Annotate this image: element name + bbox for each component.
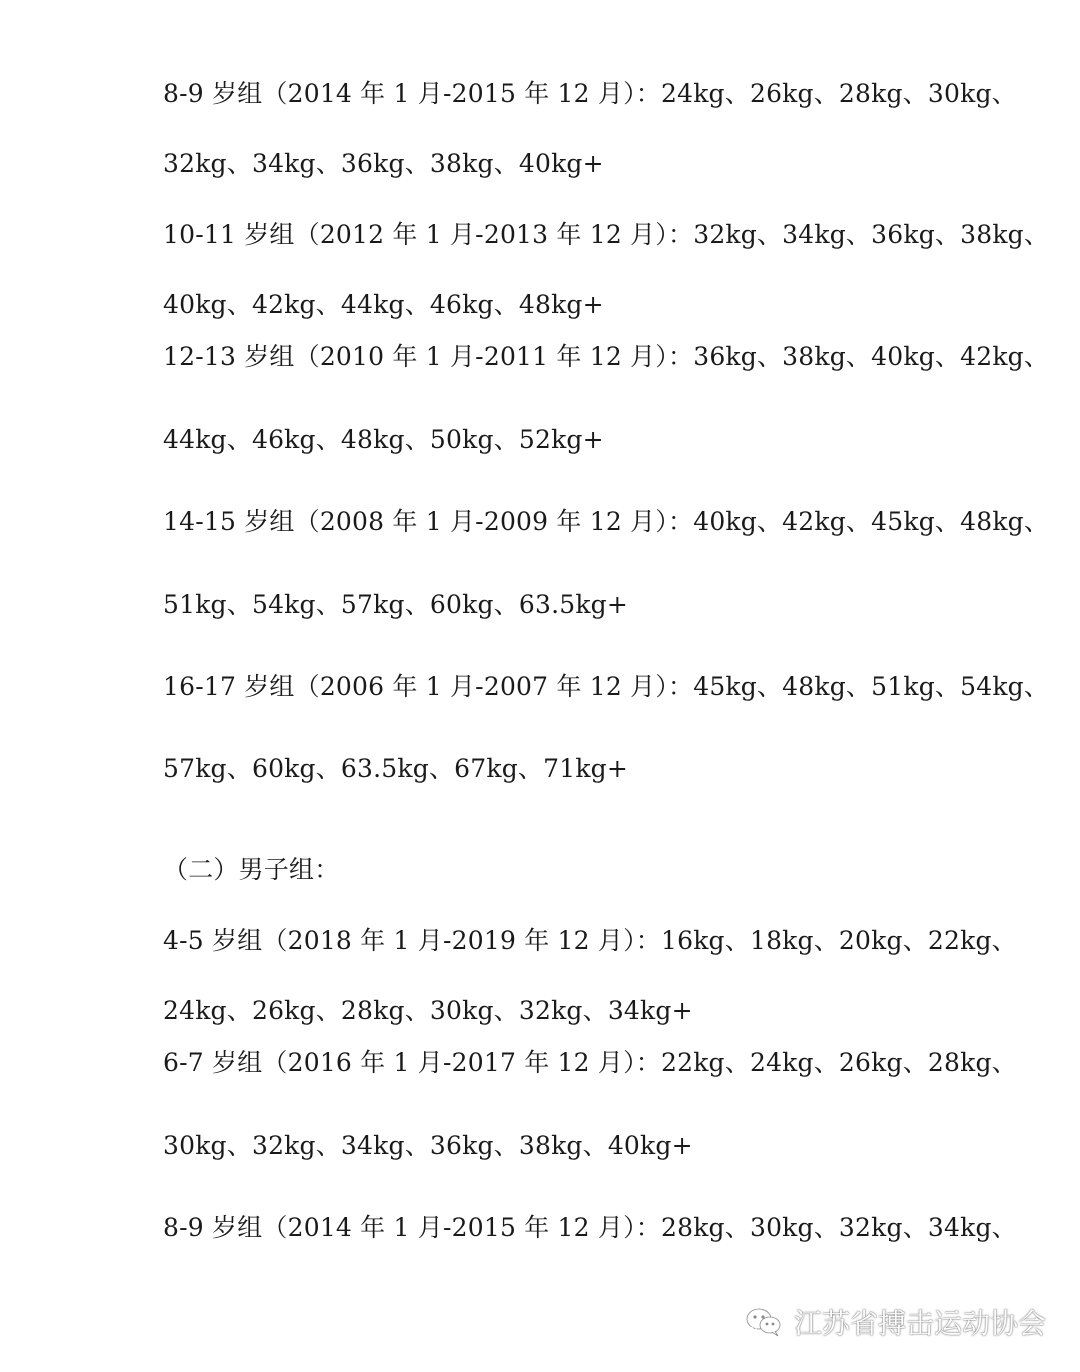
text-line: 14-15 岁组（2008 年 1 月-2009 年 12 月）：40kg、42kg、45kg、48kg、: [163, 507, 1050, 536]
text-line: 16-17 岁组（2006 年 1 月-2007 年 12 月）：45kg、48kg、51kg、54kg、: [163, 672, 1050, 701]
watermark-text: 江苏省搏击运动协会: [793, 1307, 1046, 1340]
watermark: [744, 1302, 1046, 1342]
text-line: 8-9 岁组（2014 年 1 月-2015 年 12 月）：28kg、30kg、32kg、34kg、: [163, 1213, 1017, 1242]
text-line: 6-7 岁组（2016 年 1 月-2017 年 12 月）：22kg、24kg、26kg、28kg、: [163, 1048, 1017, 1077]
text-line: 32kg、34kg、36kg、38kg、40kg+: [163, 149, 604, 178]
text-line: 51kg、54kg、57kg、60kg、63.5kg+: [163, 590, 629, 619]
text-line: 44kg、46kg、48kg、50kg、52kg+: [163, 425, 604, 454]
text-line: 12-13 岁组（2010 年 1 月-2011 年 12 月）：36kg、38kg、40kg、42kg、: [163, 342, 1050, 371]
text-line: 30kg、32kg、34kg、36kg、38kg、40kg+: [163, 1131, 693, 1160]
text-line: 8-9 岁组（2014 年 1 月-2015 年 12 月）：24kg、26kg、28kg、30kg、: [163, 79, 1017, 108]
text-line: 10-11 岁组（2012 年 1 月-2013 年 12 月）：32kg、34kg、36kg、38kg、: [163, 220, 1050, 249]
wechat-icon: [744, 1306, 784, 1338]
text-line: 4-5 岁组（2018 年 1 月-2019 年 12 月）：16kg、18kg、20kg、22kg、: [163, 926, 1017, 955]
text-line: 24kg、26kg、28kg、30kg、32kg、34kg+: [163, 996, 693, 1025]
text-line: 40kg、42kg、44kg、46kg、48kg+: [163, 290, 604, 319]
text-line: 57kg、60kg、63.5kg、67kg、71kg+: [163, 754, 629, 783]
section-heading: （二）男子组：: [163, 855, 340, 884]
